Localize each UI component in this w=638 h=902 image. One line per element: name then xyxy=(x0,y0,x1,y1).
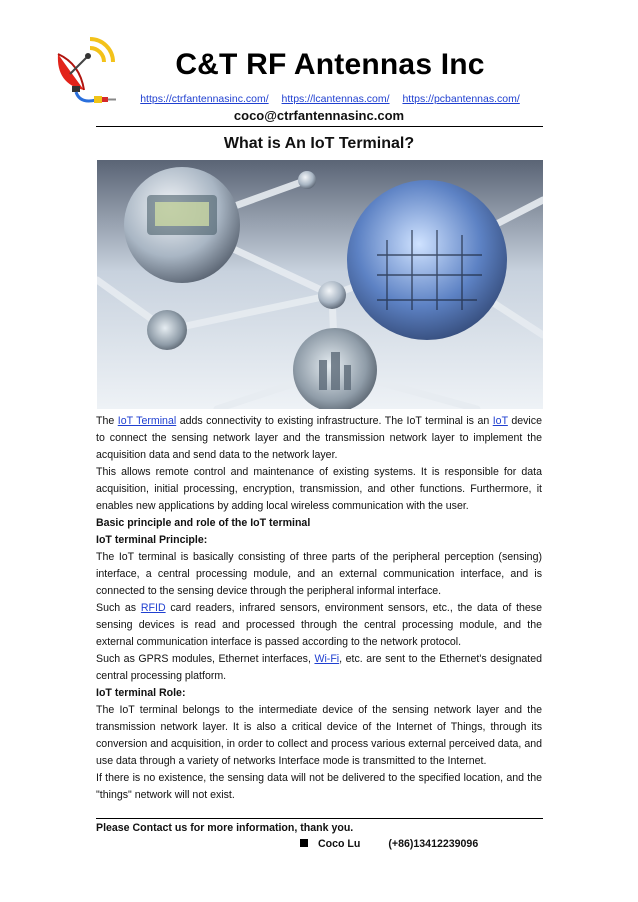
header-divider xyxy=(96,126,543,127)
text-span: Such as GPRS modules, Ethernet interfaces, xyxy=(96,653,315,665)
website-link-lc[interactable]: https://lcantennas.com/ xyxy=(281,93,390,105)
section-heading-basic: Basic principle and role of the IoT terminal xyxy=(96,517,311,529)
iot-terminal-link[interactable]: IoT Terminal xyxy=(117,415,177,427)
paragraph-gprs xyxy=(96,651,542,685)
contact-name: Coco Lu xyxy=(318,838,361,850)
paragraph-conclusion: If there is no existence, the sensing data will not be delivered to the specified location, and the "things" network will not exist. xyxy=(96,772,542,801)
text-span: card readers, infrared sensors, environment sensors, etc., the data of these sensing devices is read and processed through the central processing module, and the external communication interface is passed according to the network protocol. xyxy=(96,602,542,648)
square-bullet-icon xyxy=(300,839,308,847)
footer-divider xyxy=(96,818,543,819)
text-span: device to connect the sensing network layer and the transmission network layer to implement the acquisition data and send data to the network layer. xyxy=(96,415,542,461)
contact-message: Please Contact us for more information, thank you. xyxy=(96,822,354,834)
text-span: The xyxy=(96,415,118,427)
iot-network-image xyxy=(97,160,543,409)
paragraph-intro xyxy=(96,413,542,464)
website-link-pcb[interactable]: https://pcbantennas.com/ xyxy=(402,93,520,105)
article-title: What is An IoT Terminal? xyxy=(223,135,415,152)
contact-phone: (+86)13412239096 xyxy=(388,838,479,850)
paragraph-role: The IoT terminal belongs to the intermediate device of the sensing network layer and the transmission network layer. It is also a critical device of the Internet of Things, through its conversion and acquisition, in order to collect and process various external perceived data, and use data through a variety of networks Interface mode is transmitted to the Internet. xyxy=(96,704,542,767)
wifi-link[interactable]: Wi-Fi xyxy=(314,653,340,665)
iot-link[interactable]: IoT xyxy=(492,415,508,427)
text-span: , etc. are sent to the Ethernet's designated central processing platform. xyxy=(96,653,542,682)
company-name: C&T RF Antennas Inc xyxy=(175,48,485,81)
paragraph-rfid xyxy=(96,600,542,651)
rfid-link[interactable]: RFID xyxy=(140,602,166,614)
paragraph-principle: The IoT terminal is basically consisting of three parts of the peripheral perception (sensing) interface, a central processing module, and an external communication interface, and is connected to the sensing device through the peripheral informal interface. xyxy=(96,551,542,597)
website-link-ctrf[interactable]: https://ctrfantennasinc.com/ xyxy=(140,93,269,105)
contact-email: coco@ctrfantennasinc.com xyxy=(233,108,405,123)
article-body xyxy=(96,413,542,804)
contact-person xyxy=(300,838,478,850)
text-span: Such as xyxy=(96,602,141,614)
section-heading-role: IoT terminal Role: xyxy=(96,687,186,699)
paragraph-functions: This allows remote control and maintenance of existing systems. It is responsible for data acquisition, initial processing, encryption, transmission, and other functions. Furthermore, it enables new applications by adding local wireless communication with the user. xyxy=(96,466,542,512)
website-links xyxy=(100,93,560,105)
section-heading-principle: IoT terminal Principle: xyxy=(96,534,208,546)
text-span: adds connectivity to existing infrastructure. The IoT terminal is an xyxy=(176,415,493,427)
